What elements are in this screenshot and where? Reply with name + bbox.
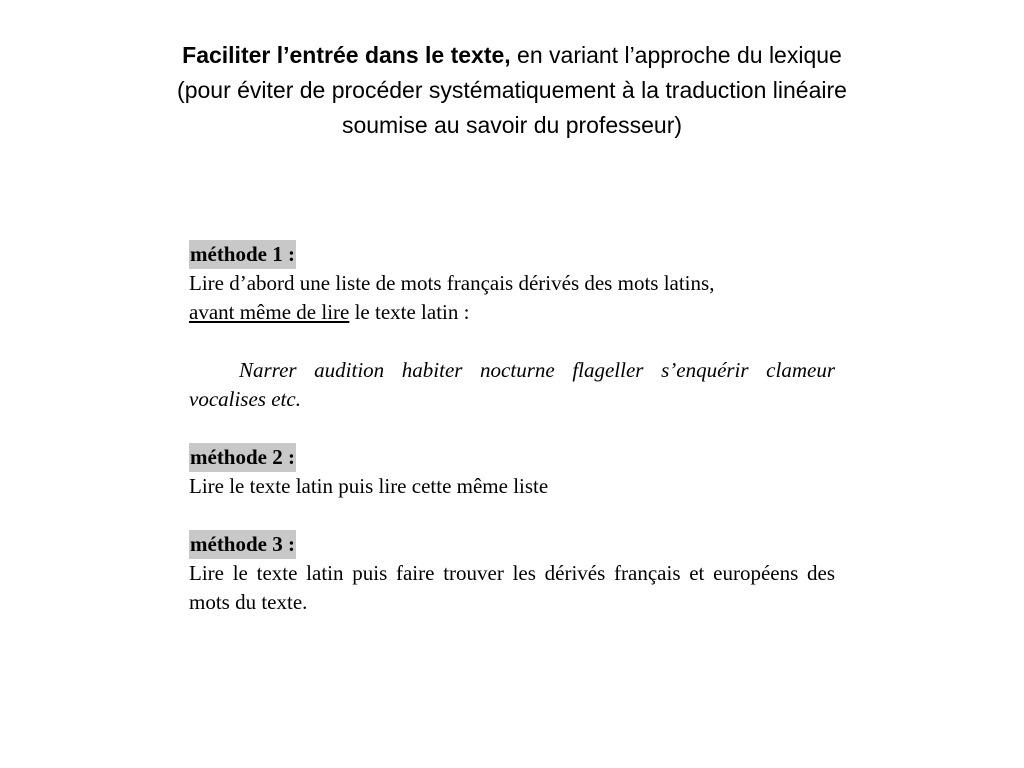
methods-content <box>189 240 835 617</box>
spacer <box>189 327 835 356</box>
method-1-block <box>189 240 835 414</box>
spacer <box>189 501 835 530</box>
method-1-description <box>189 269 835 327</box>
method-1-line1: Lire d’abord une liste de mots français dérivés des mots latins, <box>189 271 715 295</box>
method-2-block <box>189 443 835 501</box>
method-2-description: Lire le texte latin puis lire cette même liste <box>189 474 549 498</box>
method-1-line2-rest: le texte latin : <box>349 300 470 324</box>
title-line2: (pour éviter de procéder systématiquement à la traduction linéaire <box>177 77 847 103</box>
method-1-underlined: avant même de lire <box>189 300 350 324</box>
title-rest-line1: en variant l’approche du lexique <box>510 42 842 68</box>
method-3-description: Lire le texte latin puis faire trouver les dérivés français et européens des mots du texte. <box>189 561 835 614</box>
slide-title <box>40 38 984 143</box>
method-1-word-list: Narrer audition habiter nocturne flageller s’enquérir clameur vocalises etc. <box>189 358 835 411</box>
title-bold-part: Faciliter l’entrée dans le texte, <box>182 42 511 68</box>
method-3-heading: méthode 3 : <box>189 530 296 559</box>
title-line3: soumise au savoir du professeur) <box>341 112 683 138</box>
method-3-block <box>189 530 835 617</box>
spacer <box>189 414 835 443</box>
method-2-heading: méthode 2 : <box>189 443 296 472</box>
method-1-heading: méthode 1 : <box>189 240 296 269</box>
